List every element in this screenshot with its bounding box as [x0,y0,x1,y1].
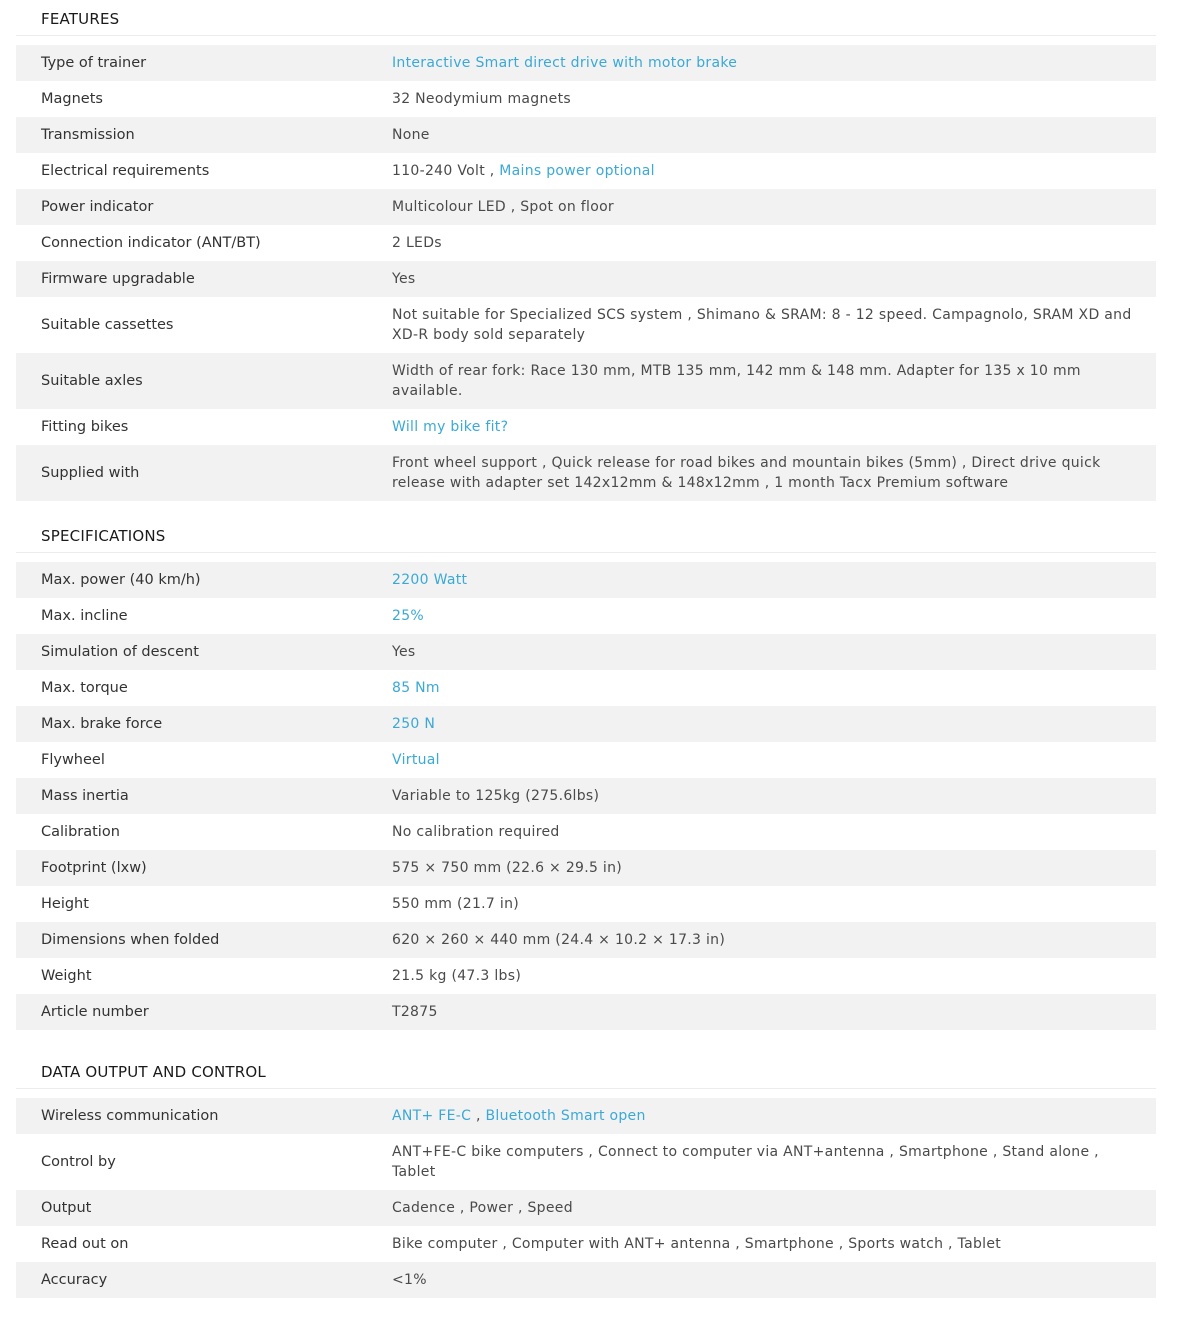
row-value [392,1002,1156,1022]
row-label: Simulation of descent [41,644,199,660]
value-link[interactable]: Bluetooth Smart open [485,1108,646,1124]
row-value [392,417,1156,437]
table-row [16,189,1156,225]
table-row [16,562,1156,598]
table-row [16,353,1156,409]
row-label: Accuracy [41,1272,108,1288]
value-text: Multicolour LED [392,199,506,215]
value-text: ANT+FE-C bike computers [392,1144,584,1160]
table-row [16,409,1156,445]
row-label: Flywheel [41,752,105,768]
table-row [16,1098,1156,1134]
table-row [16,297,1156,353]
table-row [16,922,1156,958]
table-row [16,886,1156,922]
value-text: Front wheel support [392,455,538,471]
value-link[interactable]: Will my bike fit? [392,419,509,435]
table-row [16,706,1156,742]
row-label: Max. power (40 km/h) [41,572,201,588]
table-row [16,742,1156,778]
row-value [392,678,1156,698]
table-row [16,81,1156,117]
value-text: T2875 [392,1004,438,1020]
specifications-table [16,562,1156,1030]
value-text: Connect to computer via ANT+antenna [597,1144,885,1160]
row-value [392,786,1156,806]
value-text: Quick release for road bikes and mountain bikes (5mm) [551,455,958,471]
row-label: Max. brake force [41,716,163,732]
value-text: Not suitable for Specialized SCS system [392,307,683,323]
row-value: 110-240 Volt , Mains power optional [392,163,655,179]
row-label: Firmware upgradable [41,271,195,287]
value-text: 550 mm (21.7 in) [392,896,520,912]
value-text: Spot on floor [520,199,614,215]
row-value [392,606,1156,626]
row-value [392,966,1156,986]
value-text: Bike computer [392,1236,498,1252]
row-label: Max. torque [41,680,128,696]
row-label: Supplied with [41,465,140,481]
table-row [16,850,1156,886]
table-row [16,598,1156,634]
value-text: Direct drive quick release with adapter set 142x12mm & 148x12mm [392,455,1101,491]
value-link[interactable]: 85 Nm [392,680,440,696]
value-text: 1 month Tacx Premium software [774,475,1009,491]
row-label: Output [41,1200,92,1216]
table-row [16,445,1156,501]
row-label: Magnets [41,91,103,107]
table-row [16,958,1156,994]
value-text: 32 Neodymium magnets [392,91,571,107]
table-row [16,45,1156,81]
value-text: 21.5 kg (47.3 lbs) [392,968,522,984]
value-link[interactable]: 25% [392,608,425,624]
value-text: Smartphone [898,1144,989,1160]
specifications-section [16,517,1156,1030]
value-link[interactable]: ANT+ FE-C [392,1108,472,1124]
row-value [392,125,1156,145]
row-value [392,233,1156,253]
row-label: Control by [41,1154,116,1170]
row-label: Calibration [41,824,120,840]
row-value: Multicolour LED , Spot on floor [392,199,614,215]
row-value [392,361,1156,401]
row-value: Front wheel support , Quick release for road bikes and mountain bikes (5mm) , Direct drive quick release with adapter set 142x12mm & 148x12mm , 1 month Tacx Premium software [392,455,1101,491]
value-link[interactable]: Mains power optional [499,163,655,179]
value-text: Variable to 125kg (275.6lbs) [392,788,600,804]
value-text: Cadence [392,1200,456,1216]
value-link[interactable]: Virtual [392,752,440,768]
table-row [16,814,1156,850]
row-label: Suitable cassettes [41,317,174,333]
table-row [16,153,1156,189]
row-value [392,930,1156,950]
row-label: Footprint (lxw) [41,860,147,876]
value-text: 110-240 Volt [392,163,485,179]
value-text: 620 × 260 × 440 mm (24.4 × 10.2 × 17.3 in) [392,932,726,948]
value-text: Stand alone [1002,1144,1090,1160]
row-value [392,894,1156,914]
row-label: Weight [41,968,92,984]
row-value [392,858,1156,878]
table-row [16,1226,1156,1262]
data-output-table [16,1098,1156,1298]
row-label: Connection indicator (ANT/BT) [41,235,261,251]
table-row [16,778,1156,814]
value-text: Smartphone [744,1236,834,1252]
value-text: Yes [392,644,416,660]
row-value [392,269,1156,289]
table-row [16,1134,1156,1190]
value-text: Speed [527,1200,573,1216]
row-value [392,750,1156,770]
value-link[interactable]: Interactive Smart direct drive with motor brake [392,55,738,71]
value-text: No calibration required [392,824,560,840]
row-label: Height [41,896,89,912]
row-label: Type of trainer [41,55,147,71]
value-text: 2 LEDs [392,235,442,251]
row-label: Power indicator [41,199,154,215]
row-label: Transmission [41,127,135,143]
table-row [16,261,1156,297]
section-title: SPECIFICATIONS [16,517,1156,553]
value-text: Sports watch [848,1236,944,1252]
value-link[interactable]: 250 N [392,716,436,732]
table-row [16,994,1156,1030]
row-value: Bike computer , Computer with ANT+ antenna , Smartphone , Sports watch , Tablet [392,1236,1002,1252]
section-title: FEATURES [16,0,1156,36]
row-value [392,89,1156,109]
row-label: Mass inertia [41,788,129,804]
table-row [16,1190,1156,1226]
value-text: Computer with ANT+ antenna [511,1236,731,1252]
value-text: Power [469,1200,514,1216]
row-label: Wireless communication [41,1108,219,1124]
row-label: Dimensions when folded [41,932,220,948]
data-output-section [16,1053,1156,1298]
value-text: <1% [392,1272,427,1288]
value-text: Tablet [392,1164,436,1180]
row-value [392,822,1156,842]
row-label: Electrical requirements [41,163,210,179]
table-row [16,670,1156,706]
value-text: None [392,127,430,143]
value-text: Tablet [957,1236,1002,1252]
row-value [392,714,1156,734]
row-value [392,53,1156,73]
value-link[interactable]: 2200 Watt [392,572,468,588]
row-value [392,642,1156,662]
row-value: Cadence , Power , Speed [392,1200,573,1216]
row-label: Fitting bikes [41,419,129,435]
row-label: Read out on [41,1236,129,1252]
row-label: Suitable axles [41,373,143,389]
value-text: Width of rear fork: Race 130 mm, MTB 135 mm, 142 mm & 148 mm. Adapter for 135 x 10 mm available. [392,363,1081,399]
section-title: DATA OUTPUT AND CONTROL [16,1053,1156,1089]
table-row [16,225,1156,261]
row-label: Max. incline [41,608,128,624]
row-value: ANT+ FE-C , Bluetooth Smart open [392,1108,646,1124]
row-value [392,570,1156,590]
row-label: Article number [41,1004,149,1020]
value-text: Yes [392,271,416,287]
table-row [16,1262,1156,1298]
row-value: Not suitable for Specialized SCS system , Shimano & SRAM: 8 - 12 speed. Campagnolo, SRAM XD and XD-R body sold separately [392,307,1132,343]
value-text: Shimano & SRAM: 8 - 12 speed. Campagnolo, SRAM XD and XD-R body sold separately [392,307,1132,343]
row-value: ANT+FE-C bike computers , Connect to computer via ANT+antenna , Smartphone , Stand alone , Tablet [392,1144,1099,1180]
row-value [392,1270,1156,1290]
value-text: 575 × 750 mm (22.6 × 29.5 in) [392,860,623,876]
features-section [16,0,1156,501]
table-row [16,634,1156,670]
table-row [16,117,1156,153]
features-table [16,45,1156,501]
